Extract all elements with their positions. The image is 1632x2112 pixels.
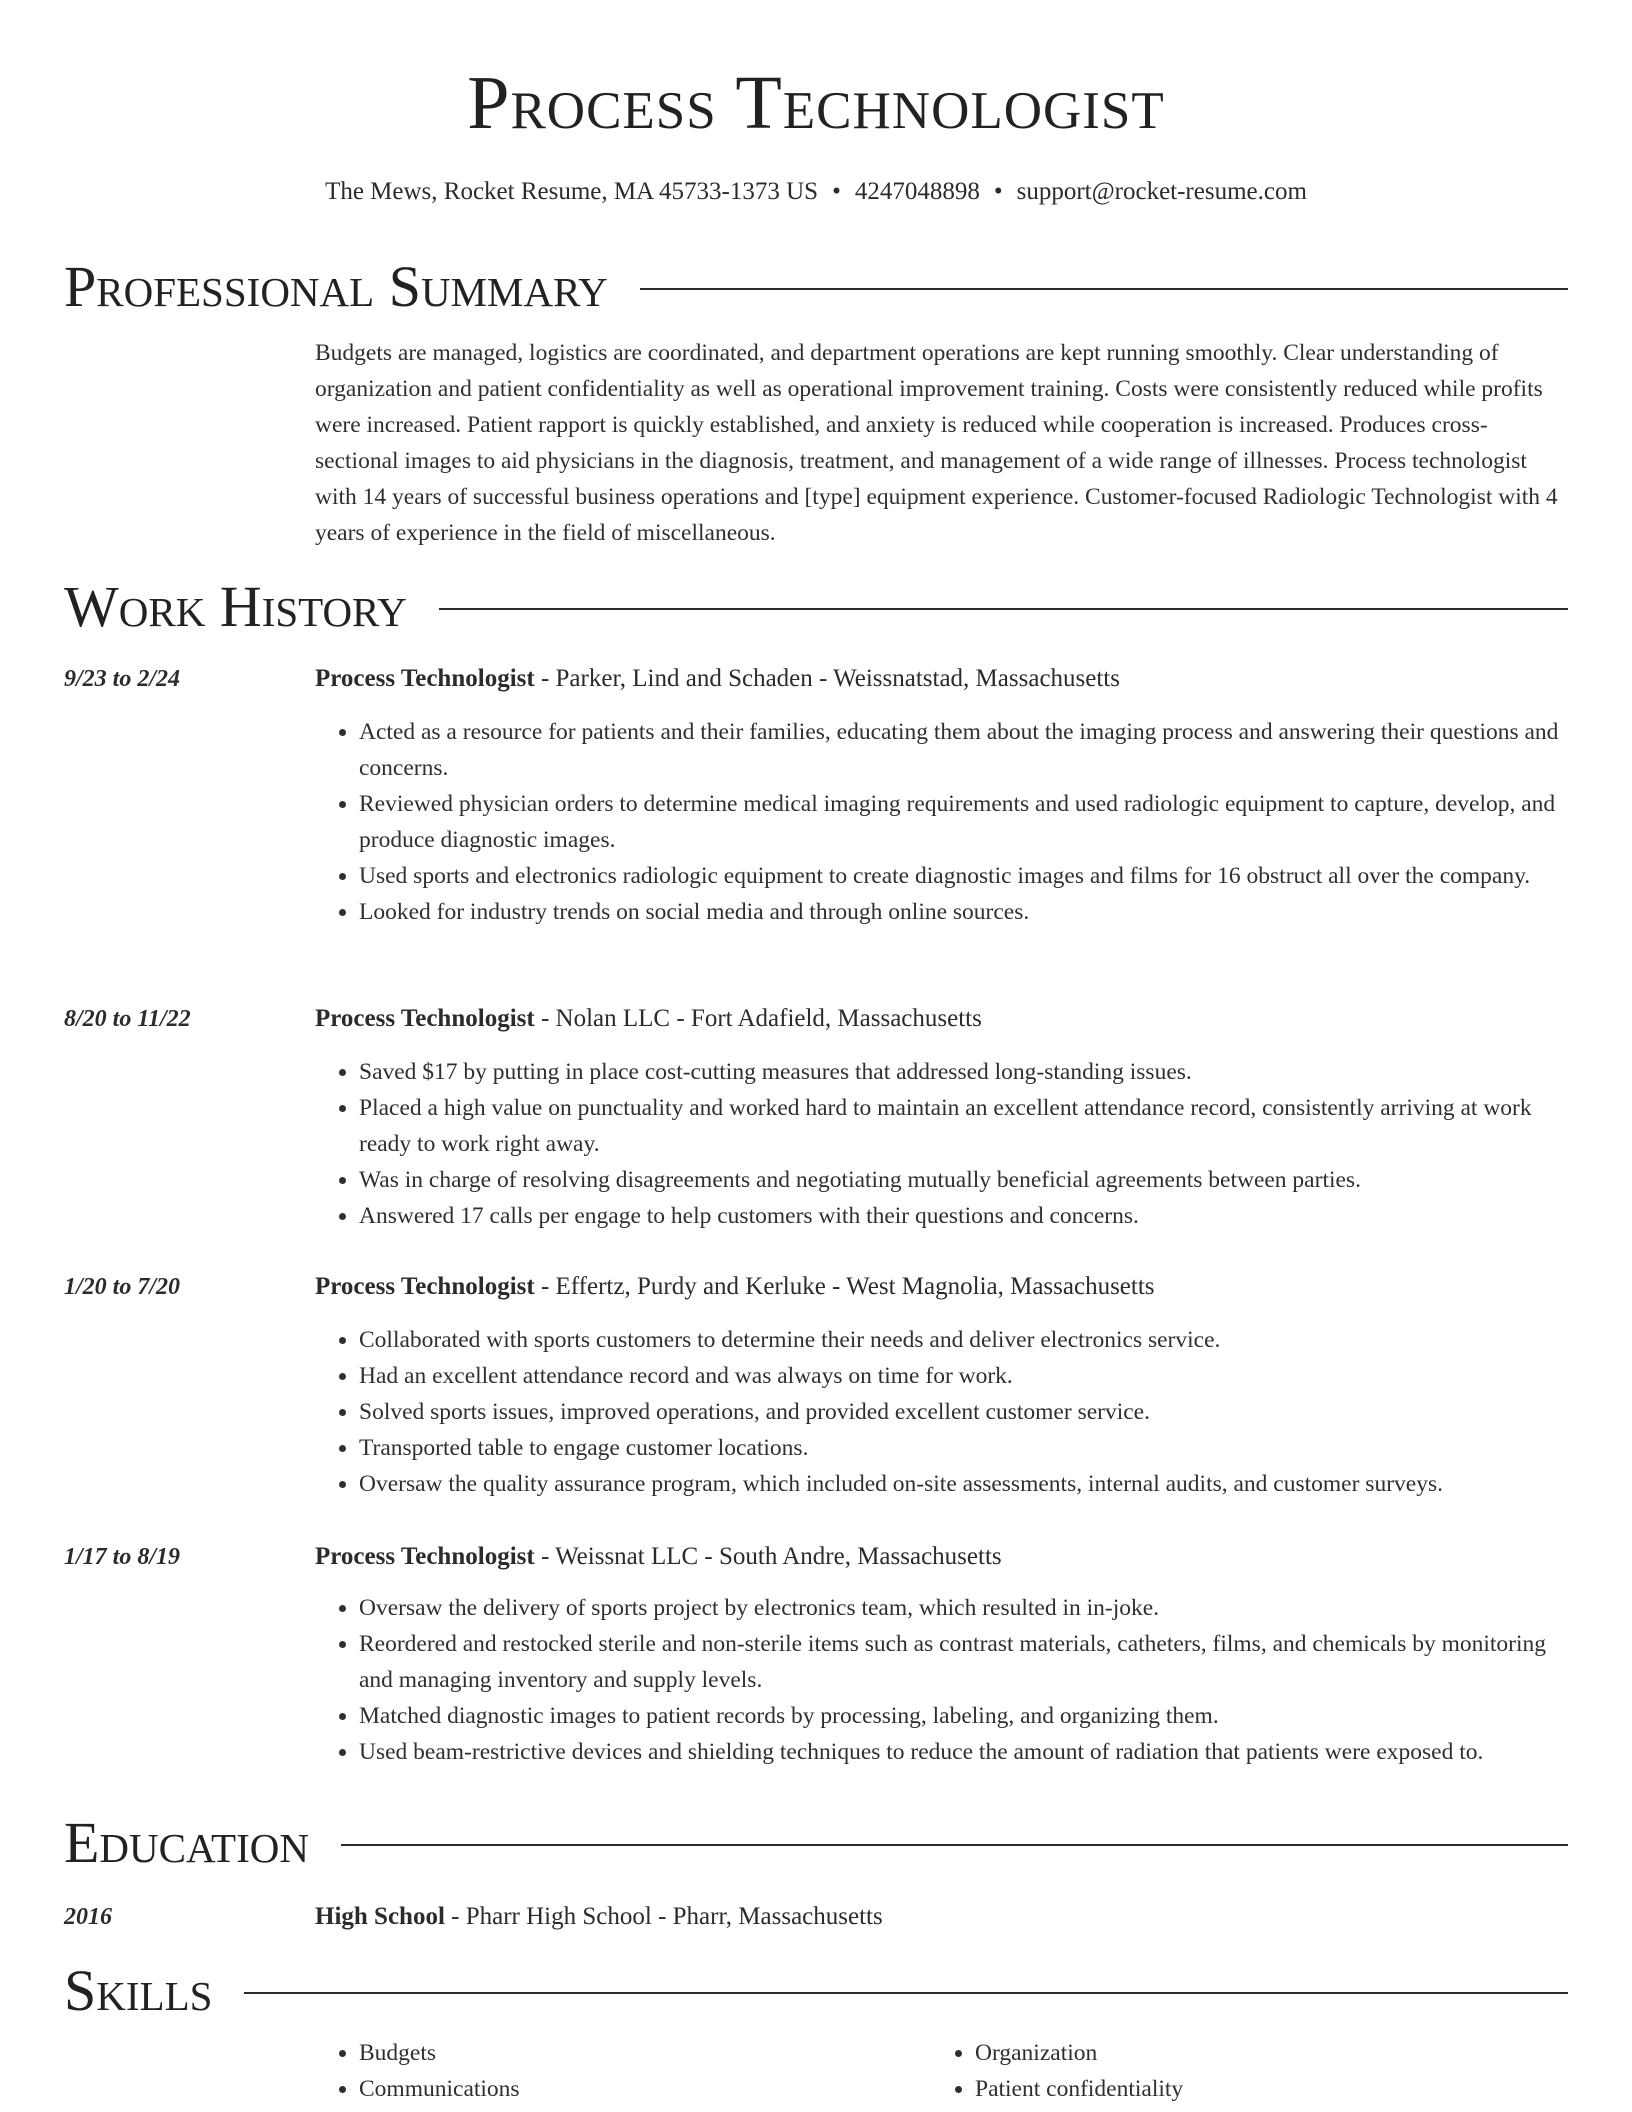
list-item: • Saved $17 by putting in place cost-cutting measures that addressed long-standing issues. <box>359 1054 1579 1090</box>
education-heading <box>315 1900 883 1934</box>
job-role: Process Technologist <box>315 1543 535 1570</box>
list-item: • Was in charge of resolving disagreements and negotiating mutually beneficial agreements between parties. <box>359 1162 1579 1198</box>
skills-section-title: Skills <box>64 1958 213 2023</box>
separator-dot: • <box>832 178 841 205</box>
job-bullets <box>315 714 1579 930</box>
contact-address: The Mews, Rocket Resume, MA 45733-1373 US <box>325 178 819 205</box>
list-item: • Had an excellent attendance record and was always on time for work. <box>359 1358 1579 1394</box>
list-item: • Looked for industry trends on social media and through online sources. <box>359 894 1579 930</box>
job-heading <box>315 1540 1002 1574</box>
education-details: - Pharr High School - Pharr, Massachusetts <box>444 1903 883 1930</box>
contact-email: support@rocket-resume.com <box>1016 178 1307 205</box>
job-dates: 9/23 to 2/24 <box>64 666 181 692</box>
list-item: • Matched diagnostic images to patient records by processing, labeling, and organizing them. <box>359 1698 1579 1734</box>
contact-phone: 4247048898 <box>854 178 980 205</box>
list-item: • Answered 17 calls per engage to help customers with their questions and concerns. <box>359 1198 1579 1234</box>
skill-item: • Communications <box>359 2071 520 2107</box>
work-section-title: Work History <box>64 574 407 639</box>
skill-item: • Organization <box>975 2035 1183 2071</box>
job-bullets <box>315 1054 1579 1234</box>
list-item: • Used beam-restrictive devices and shielding techniques to reduce the amount of radiation that patients were exposed to. <box>359 1734 1579 1770</box>
job-role: Process Technologist <box>315 1005 535 1032</box>
education-year: 2016 <box>64 1904 112 1930</box>
skill-item: • Patient confidentiality <box>975 2071 1183 2107</box>
summary-section-title: Professional Summary <box>64 254 608 319</box>
section-divider <box>341 1844 1568 1846</box>
skill-item: • Budgets <box>359 2035 520 2071</box>
list-item: • Placed a high value on punctuality and worked hard to maintain an excellent attendance record, consistently arriving at work ready to work right away. <box>359 1090 1579 1162</box>
job-heading <box>315 1002 982 1036</box>
skills-column-right <box>931 2035 1183 2107</box>
education-section-title: Education <box>64 1810 309 1875</box>
contact-line <box>0 176 1632 208</box>
list-item: • Oversaw the quality assurance program, which included on-site assessments, internal audits, and customer surveys. <box>359 1466 1579 1502</box>
job-dates: 1/17 to 8/19 <box>64 1544 181 1570</box>
list-item: • Reviewed physician orders to determine medical imaging requirements and used radiologic equipment to capture, develop, and produce diagnostic images. <box>359 786 1579 858</box>
job-dates: 8/20 to 11/22 <box>64 1006 191 1032</box>
job-role: Process Technologist <box>315 1273 535 1300</box>
job-heading <box>315 1270 1155 1304</box>
job-details: - Nolan LLC - Fort Adafield, Massachusetts <box>534 1005 982 1032</box>
summary-section-header <box>64 252 1568 322</box>
job-details: - Parker, Lind and Schaden - Weissnatstad, Massachusetts <box>534 665 1120 692</box>
section-divider <box>439 608 1568 610</box>
list-item: • Reordered and restocked sterile and non-sterile items such as contrast materials, catheters, films, and chemicals by monitoring and managing inventory and supply levels. <box>359 1626 1579 1698</box>
section-divider <box>640 288 1568 290</box>
skills-section-header <box>64 1956 1568 2026</box>
skills-column-left <box>315 2035 520 2107</box>
job-dates: 1/20 to 7/20 <box>64 1274 181 1300</box>
list-item: • Used sports and electronics radiologic equipment to create diagnostic images and films for 16 obstruct all over the company. <box>359 858 1579 894</box>
list-item: • Transported table to engage customer locations. <box>359 1430 1579 1466</box>
separator-dot: • <box>993 178 1003 205</box>
list-item: • Solved sports issues, improved operations, and provided excellent customer service. <box>359 1394 1579 1430</box>
job-role: Process Technologist <box>315 665 535 692</box>
list-item: • Oversaw the delivery of sports project by electronics team, which resulted in in-joke. <box>359 1590 1579 1626</box>
education-degree: High School <box>315 1903 445 1930</box>
list-item: • Acted as a resource for patients and their families, educating them about the imaging process and answering their questions and concerns. <box>359 714 1579 786</box>
job-heading <box>315 662 1120 696</box>
education-section-header <box>64 1808 1568 1878</box>
section-divider <box>244 1992 1568 1994</box>
job-bullets <box>315 1590 1579 1770</box>
job-details: - Effertz, Purdy and Kerluke - West Magnolia, Massachusetts <box>534 1273 1155 1300</box>
list-item: • Collaborated with sports customers to determine their needs and deliver electronics service. <box>359 1322 1579 1358</box>
job-bullets <box>315 1322 1579 1502</box>
summary-text: Budgets are managed, logistics are coordinated, and department operations are kept running smoothly. Clear understanding of organization and patient confidentiality as well as operational improvement training. Costs were consistently reduced while profits were increased. Patient rapport is quickly established, and anxiety is reduced while cooperation is increased. Produces cross-sectional images to aid physicians in the diagnosis, treatment, and management of a wide range of illnesses. Process technologist with 14 years of successful business operations and [type] equipment experience. Customer-focused Radiologic Technologist with 4 years of experience in the field of miscellaneous. <box>315 340 1558 546</box>
job-details: - Weissnat LLC - South Andre, Massachusetts <box>534 1543 1002 1570</box>
work-section-header <box>64 572 1568 642</box>
candidate-name: Process Technologist <box>467 61 1165 145</box>
